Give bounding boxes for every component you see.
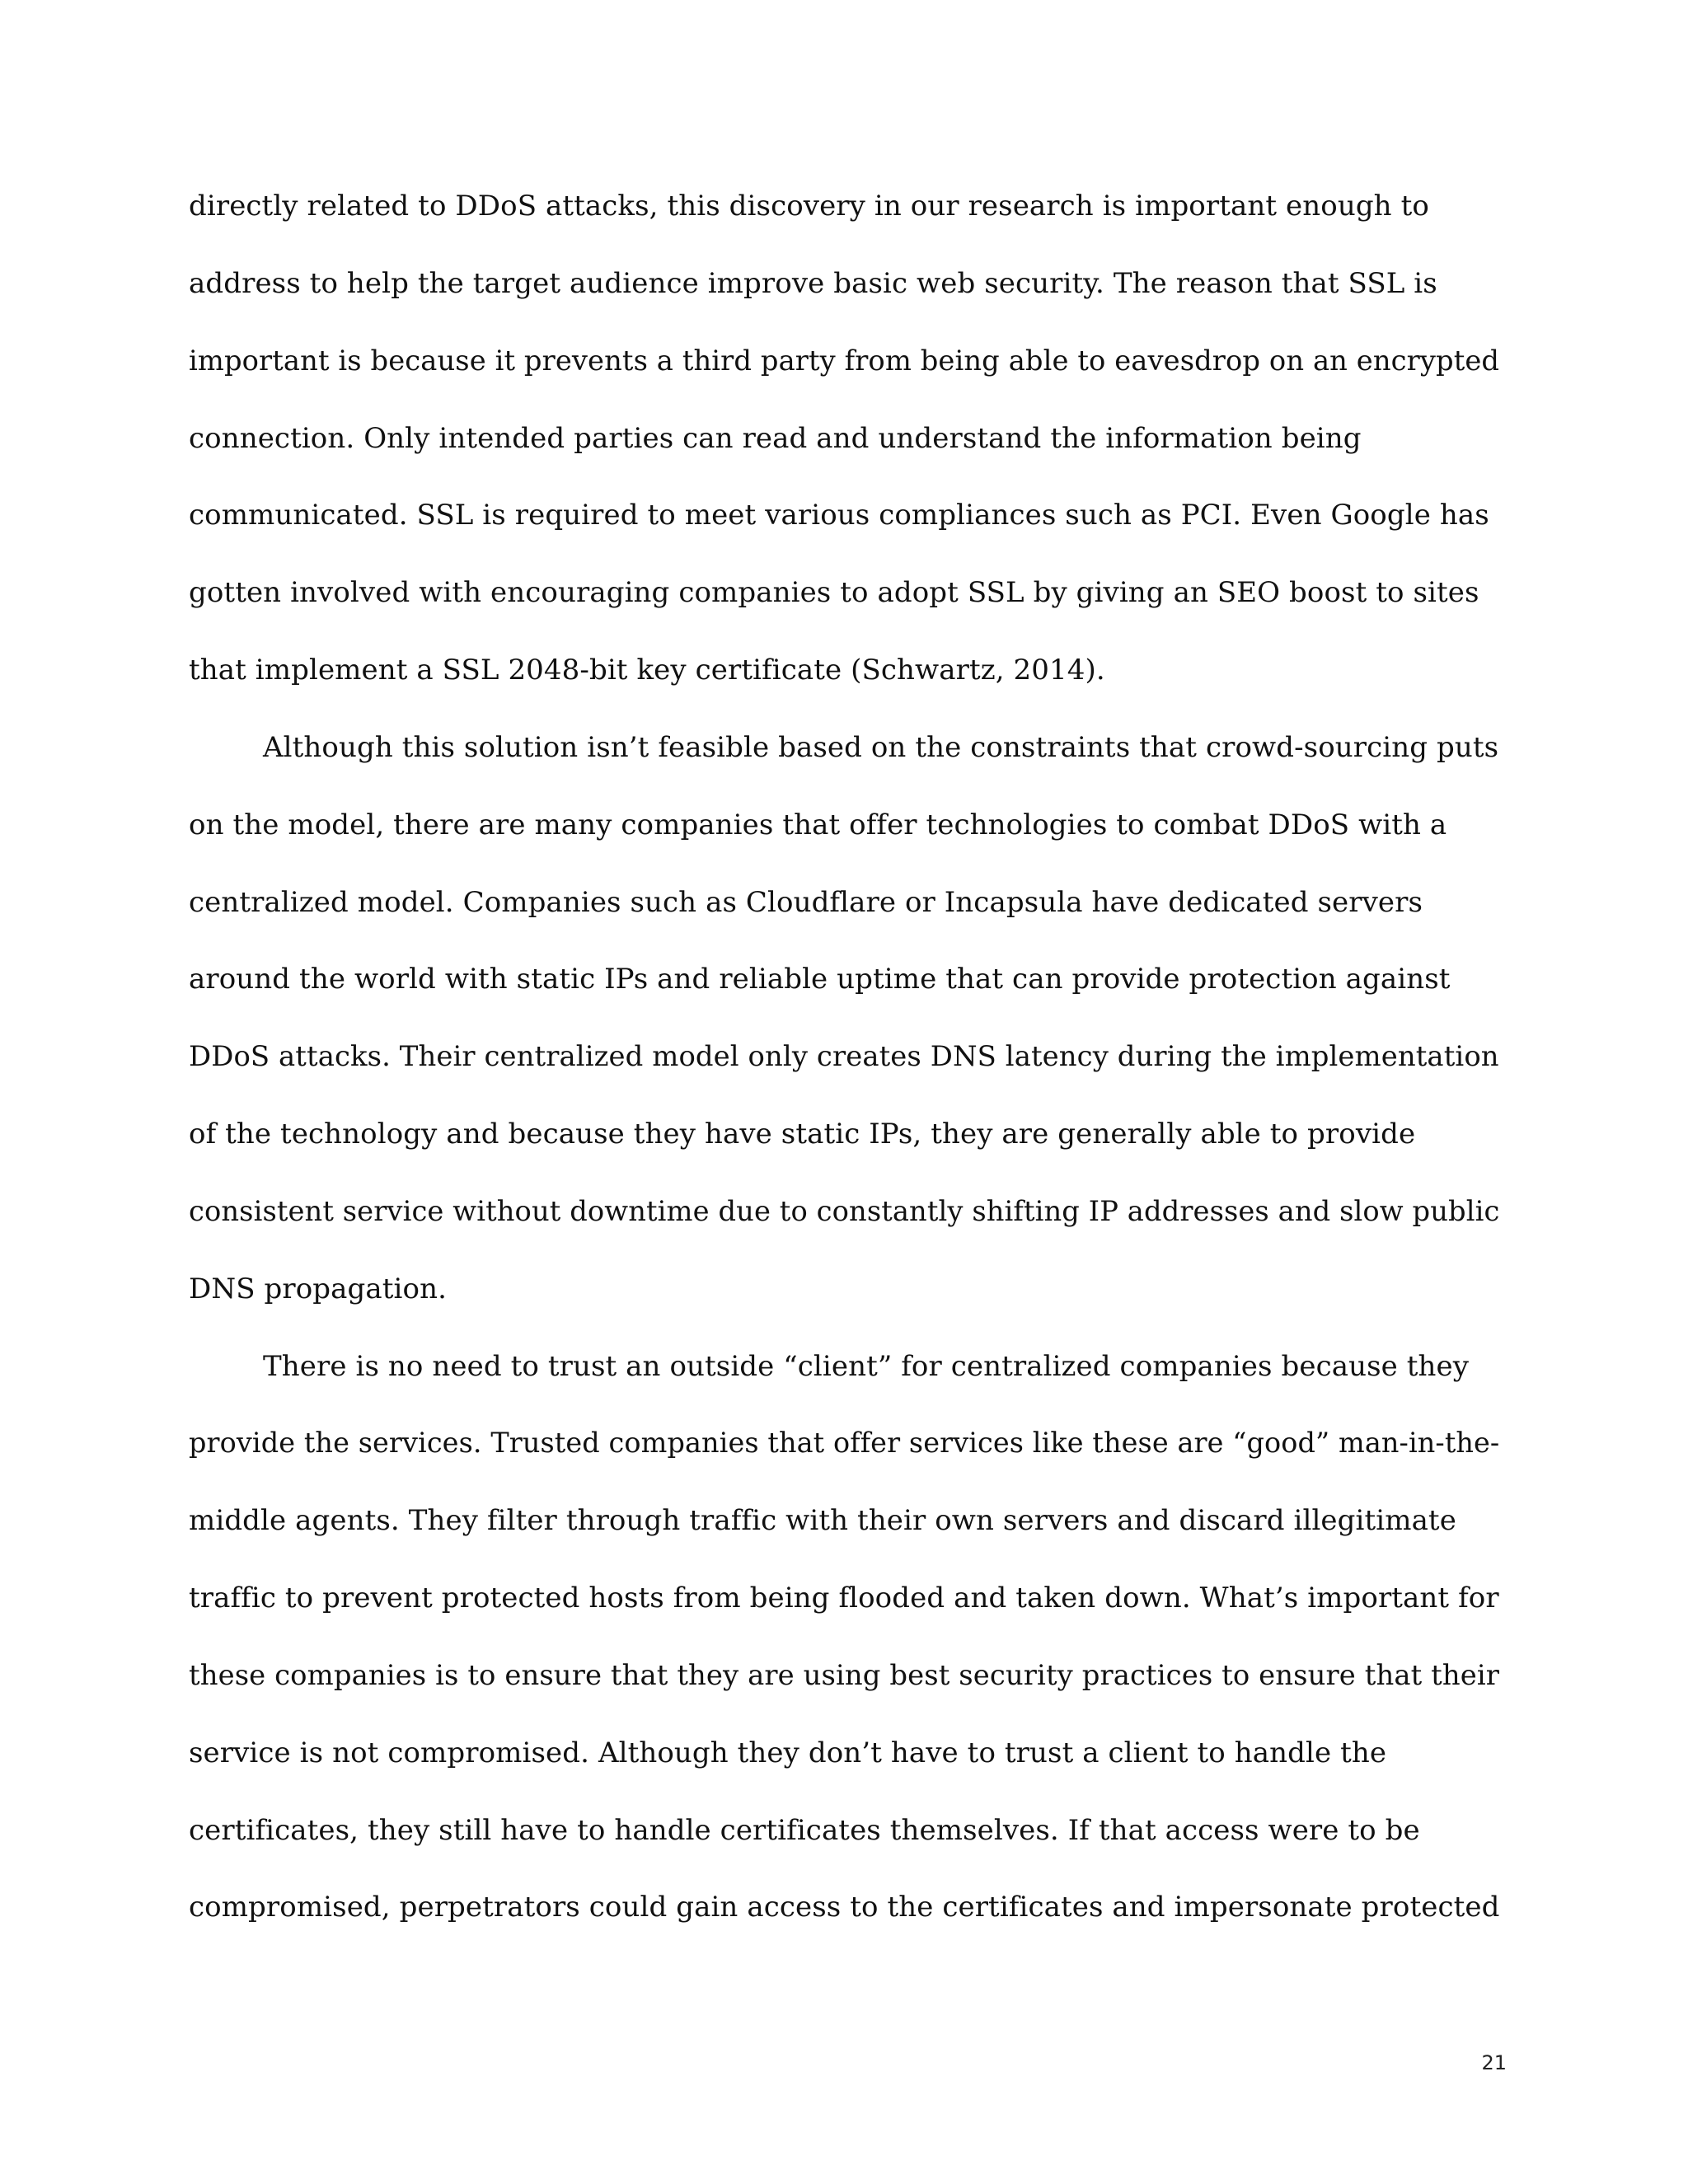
text-line: important is because it prevents a third party from being able to eavesdrop on an encrypted — [189, 344, 1500, 377]
text-line: of the technology and because they have static IPs, they are generally able to provide — [189, 1118, 1416, 1151]
page-number: 21 — [1481, 2051, 1507, 2074]
text-line: compromised, perpetrators could gain access to the certificates and impersonate protected — [189, 1891, 1500, 1924]
paragraph-first-line: Although this solution isn’t feasible based on the constraints that crowd-sourcing puts — [263, 731, 1499, 764]
text-line: these companies is to ensure that they are using best security practices to ensure that their — [189, 1659, 1500, 1692]
text-line: gotten involved with encouraging companies to adopt SSL by giving an SEO boost to sites — [189, 576, 1479, 609]
text-line: centralized model. Companies such as Cloudflare or Incapsula have dedicated servers — [189, 886, 1423, 919]
text-line: address to help the target audience improve basic web security. The reason that SSL is — [189, 267, 1437, 300]
text-line: provide the services. Trusted companies that offer services like these are “good” man-in-the- — [189, 1427, 1500, 1460]
text-line: that implement a SSL 2048-bit key certificate (Schwartz, 2014). — [189, 654, 1105, 687]
paragraph-first-line: There is no need to trust an outside “client” for centralized companies because they — [263, 1350, 1470, 1383]
text-line: directly related to DDoS attacks, this discovery in our research is important enough to — [189, 190, 1429, 223]
text-line: DNS propagation. — [189, 1272, 447, 1305]
text-line: certificates, they still have to handle certificates themselves. If that access were to be — [189, 1814, 1420, 1847]
text-line: traffic to prevent protected hosts from being flooded and taken down. What’s important for — [189, 1582, 1499, 1615]
text-line: DDoS attacks. Their centralized model only creates DNS latency during the implementation — [189, 1040, 1499, 1073]
text-line: connection. Only intended parties can read and understand the information being — [189, 422, 1362, 455]
text-line: consistent service without downtime due to constantly shifting IP addresses and slow public — [189, 1195, 1500, 1228]
text-line: service is not compromised. Although they don’t have to trust a client to handle the — [189, 1736, 1387, 1769]
text-line: around the world with static IPs and reliable uptime that can provide protection against — [189, 963, 1451, 996]
text-line: middle agents. They filter through traffic with their own servers and discard illegitimate — [189, 1504, 1456, 1537]
text-line: on the model, there are many companies that offer technologies to combat DDoS with a — [189, 808, 1447, 841]
text-line: communicated. SSL is required to meet various compliances such as PCI. Even Google has — [189, 499, 1489, 532]
